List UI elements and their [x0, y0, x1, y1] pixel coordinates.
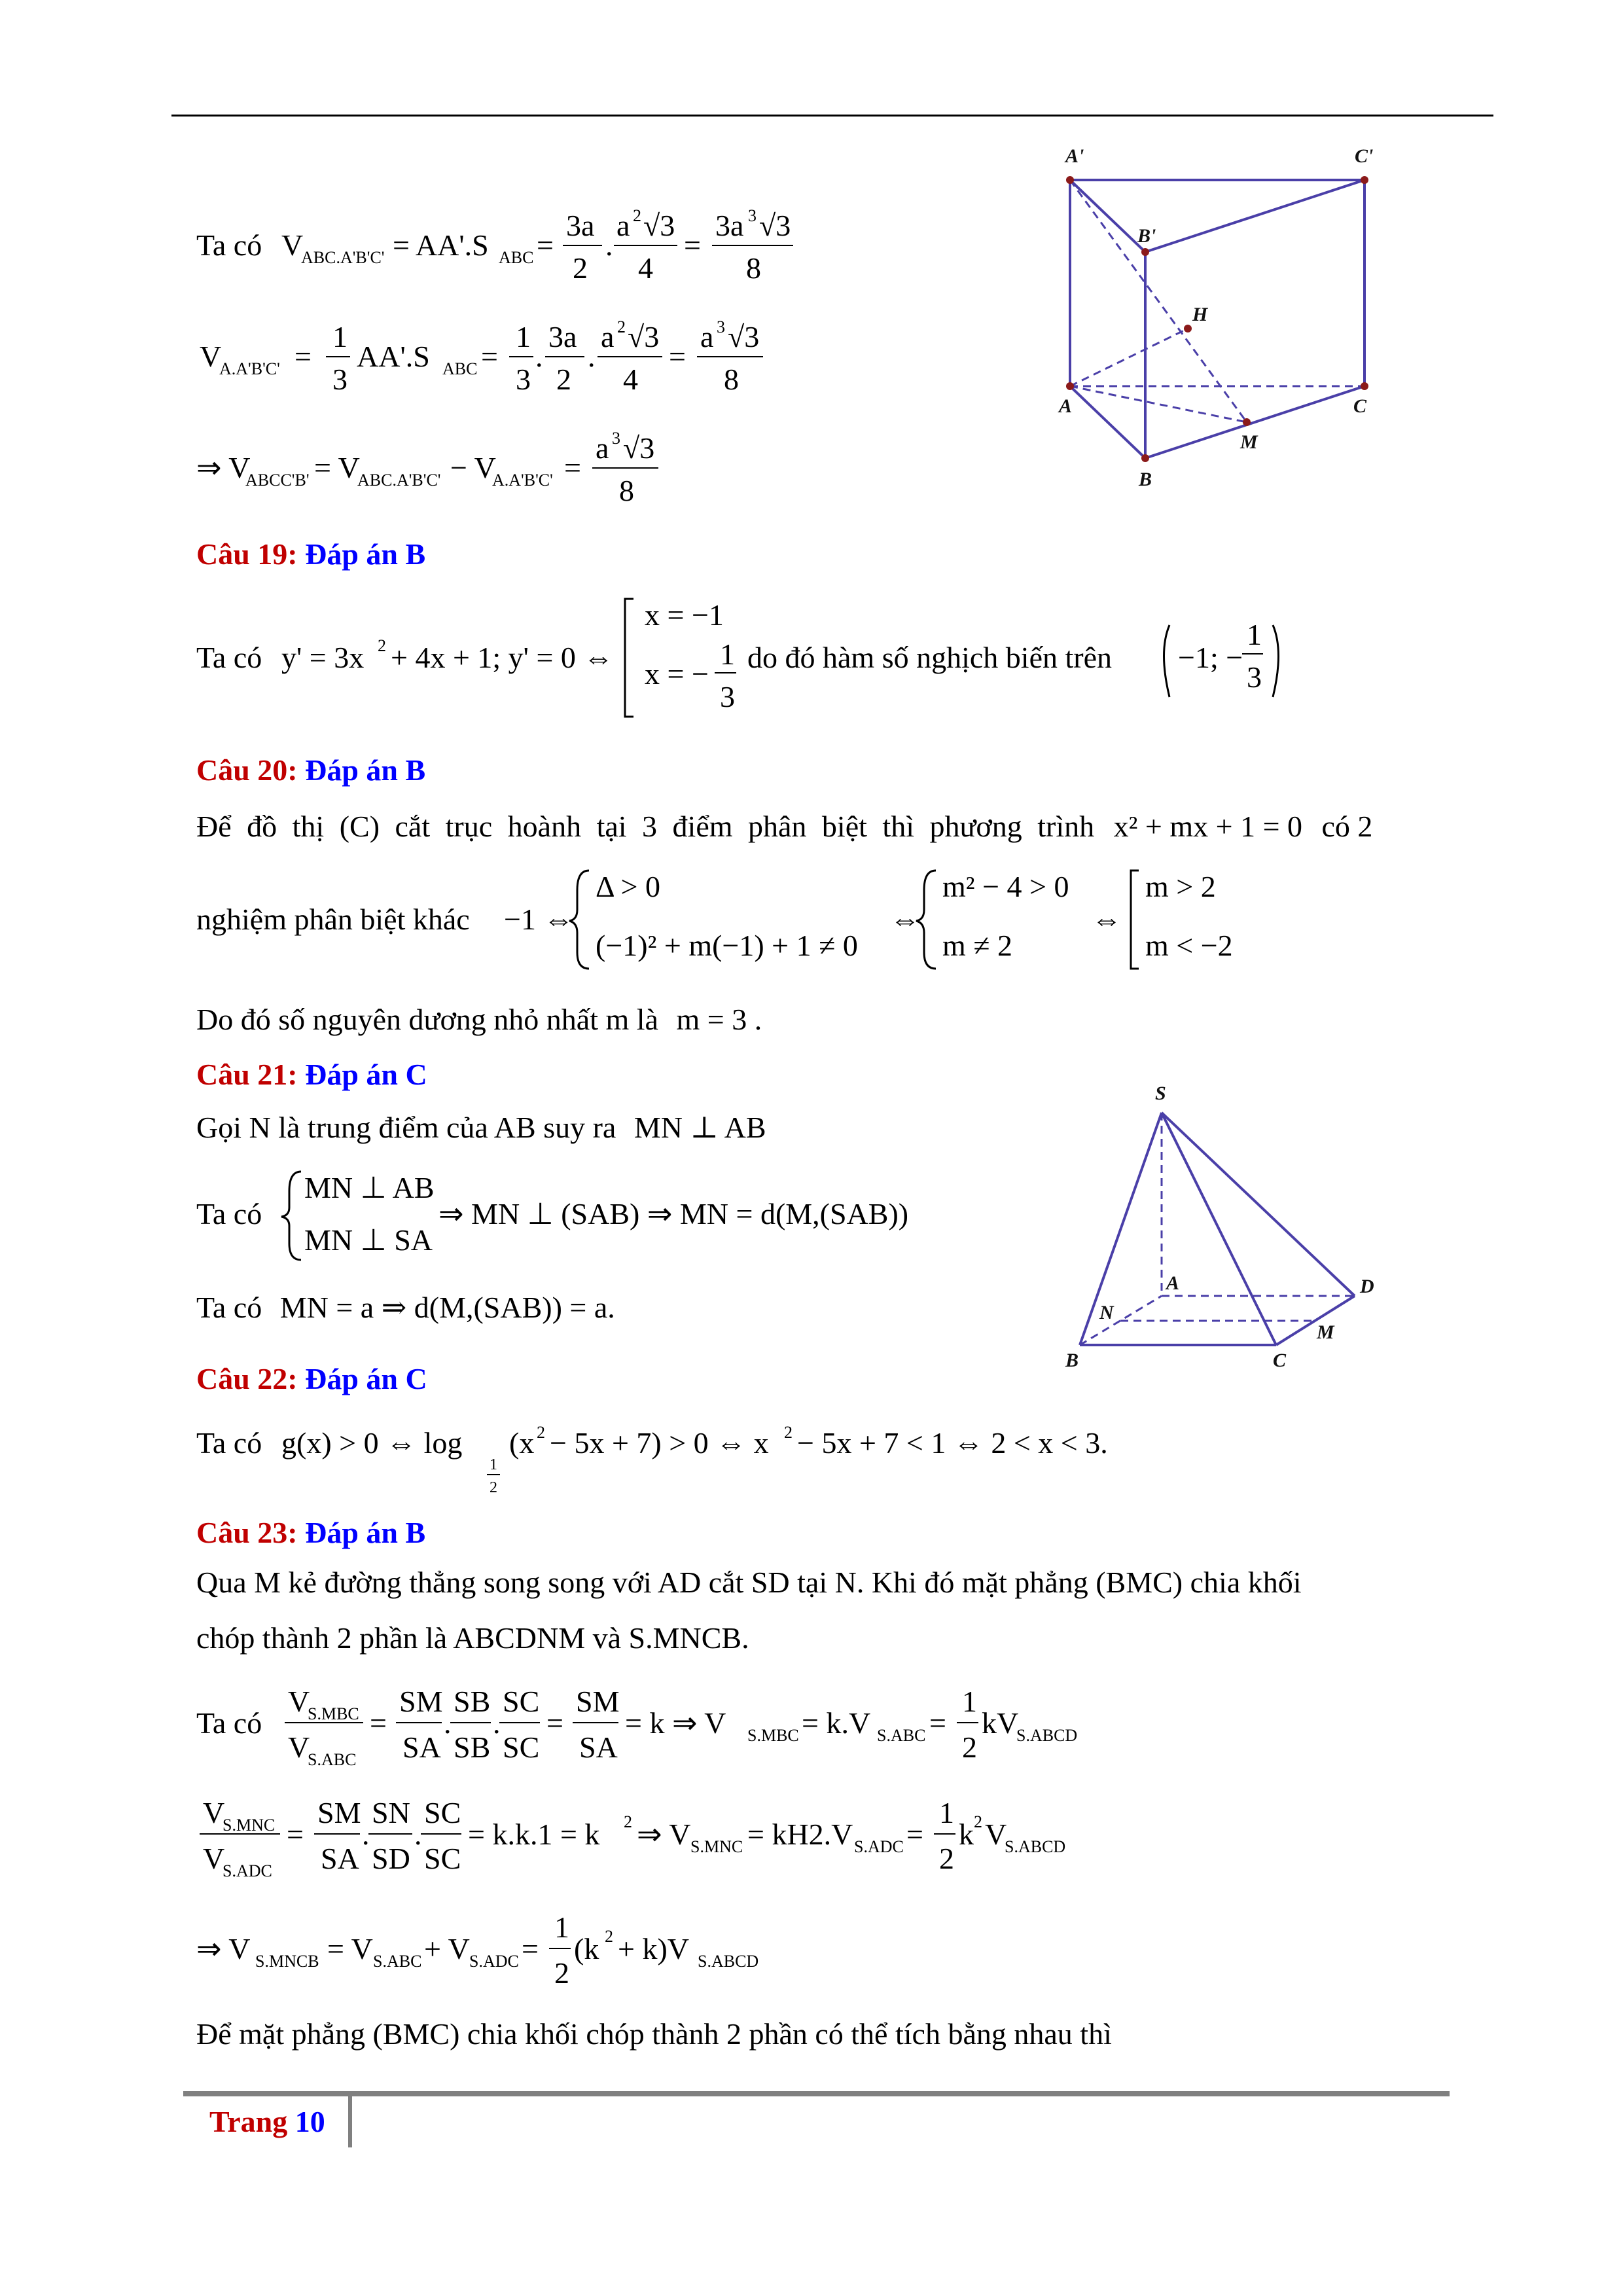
svg-text:SM: SM — [576, 1685, 620, 1718]
svg-text:S.MNCB: S.MNCB — [255, 1952, 319, 1971]
q19-mid-text: do đó hàm số nghịch biến trên — [747, 641, 1113, 674]
q19-formula — [196, 586, 1309, 736]
svg-text:S.ABC: S.ABC — [308, 1750, 357, 1769]
q20-line1: Để đồ thị (C) cắt trục hoành tại 3 điểm phân biệt thì phương trình x² + mx + 1 = 0 có 2 — [196, 810, 1373, 843]
svg-text:V: V — [200, 340, 222, 373]
svg-text:=: = — [370, 1706, 387, 1740]
svg-text:2: 2 — [554, 1956, 569, 1990]
q20-line2 — [196, 857, 1374, 975]
svg-text:AA'.S: AA'.S — [357, 340, 430, 373]
pyr-label-b: B — [1065, 1350, 1079, 1371]
svg-text:⇒ V: ⇒ V — [196, 451, 251, 484]
q23-line3 — [196, 1676, 1374, 1774]
svg-text:1: 1 — [939, 1796, 954, 1829]
svg-text:= k.V: = k.V — [802, 1706, 871, 1740]
svg-text:y' = 3x: y' = 3x — [281, 641, 365, 674]
svg-text:4: 4 — [623, 363, 638, 396]
svg-text:.: . — [444, 1706, 452, 1740]
svg-text:.: . — [362, 1818, 370, 1851]
svg-text:.: . — [605, 228, 613, 262]
svg-text:2: 2 — [605, 1927, 613, 1946]
q21-line1: Gọi N là trung điểm của AB suy ra MN ⊥ AB — [196, 1111, 766, 1144]
svg-text:Ta có: Ta có — [196, 1706, 262, 1740]
q18-line2 — [196, 308, 1113, 399]
svg-text:ABC.A'B'C': ABC.A'B'C' — [357, 471, 441, 490]
svg-text:S.MBC: S.MBC — [747, 1726, 799, 1745]
svg-text:3a: 3a — [715, 209, 744, 242]
q22-formula — [196, 1404, 1374, 1502]
svg-text:2: 2 — [556, 363, 571, 396]
svg-text:3: 3 — [332, 363, 348, 396]
svg-text:S.ABC: S.ABC — [877, 1726, 926, 1745]
svg-text:3: 3 — [1247, 660, 1262, 694]
svg-text:2: 2 — [939, 1842, 954, 1875]
svg-text:1: 1 — [962, 1685, 977, 1718]
q23-line3-formula — [196, 1676, 1374, 1774]
q23-line2: chóp thành 2 phần là ABCDNM và S.MNCB. — [196, 1621, 749, 1655]
q20-sys1-a: Δ > 0 — [596, 870, 660, 903]
svg-text:=: = — [546, 1706, 563, 1740]
svg-text:a: a — [601, 320, 615, 353]
q18-line1 — [196, 196, 1113, 288]
q18-prism-figure — [1041, 137, 1407, 504]
svg-text:1: 1 — [490, 1456, 497, 1473]
svg-text:SB: SB — [454, 1731, 491, 1764]
q21-line3: Ta có MN = a ⇒ d(M,(SAB)) = a. — [196, 1291, 615, 1324]
svg-text:8: 8 — [746, 251, 761, 285]
q23-line4 — [196, 1787, 1374, 1885]
q23-line5-formula — [196, 1901, 1374, 2000]
svg-text:SN: SN — [372, 1796, 410, 1829]
q18-line3-formula — [196, 419, 1113, 511]
pyr-label-m: M — [1317, 1321, 1334, 1343]
page-label: Trang — [209, 2105, 288, 2138]
svg-text:2: 2 — [624, 1812, 632, 1831]
svg-text:− 5x + 7) > 0 ⇔ x: − 5x + 7) > 0 ⇔ x — [550, 1426, 769, 1460]
svg-text:= k ⇒ V: = k ⇒ V — [625, 1706, 726, 1740]
svg-text:V: V — [203, 1796, 225, 1829]
svg-text:.: . — [535, 340, 543, 373]
svg-text:√3: √3 — [643, 209, 675, 242]
svg-text:= kH2.V: = kH2.V — [747, 1818, 853, 1851]
svg-text:2: 2 — [617, 317, 626, 336]
q21-heading: Câu 21: Đáp án C — [196, 1058, 427, 1091]
svg-text:SM: SM — [317, 1796, 361, 1829]
svg-text:=: = — [294, 340, 312, 373]
svg-text:3a: 3a — [566, 209, 595, 242]
q21-pyramid-figure — [1047, 1073, 1387, 1374]
svg-text:V: V — [288, 1731, 310, 1764]
svg-text:2: 2 — [974, 1812, 982, 1831]
q20-sys2-b: m ≠ 2 — [942, 929, 1013, 962]
svg-text:=: = — [287, 1818, 304, 1851]
svg-text:ABC.A'B'C': ABC.A'B'C' — [301, 248, 385, 267]
pyr-label-n: N — [1099, 1302, 1114, 1323]
svg-text:kV: kV — [982, 1706, 1019, 1740]
q18-line1-lead: Ta có — [196, 228, 262, 262]
svg-text:1: 1 — [1247, 618, 1262, 651]
svg-text:=: = — [537, 228, 554, 262]
svg-text:Ta có: Ta có — [196, 1426, 262, 1460]
q23-line5 — [196, 1901, 1374, 2000]
svg-text:3: 3 — [612, 429, 620, 448]
prism-label-bprime: B' — [1137, 225, 1156, 247]
svg-text:1: 1 — [554, 1910, 569, 1944]
q18-line3 — [196, 419, 1113, 511]
svg-text:3a: 3a — [548, 320, 577, 353]
svg-text:SA: SA — [402, 1731, 441, 1764]
svg-text:(k: (k — [574, 1932, 599, 1965]
svg-text:2: 2 — [378, 636, 386, 655]
svg-text:SB: SB — [454, 1685, 491, 1718]
svg-text:2: 2 — [537, 1423, 545, 1442]
q23-line6: Để mặt phẳng (BMC) chia khối chóp thành 2 phần có thể tích bằng nhau thì — [196, 2017, 1112, 2051]
svg-text:4: 4 — [638, 251, 653, 285]
svg-text:.: . — [588, 340, 596, 373]
svg-text:ABCC'B': ABCC'B' — [245, 471, 310, 490]
svg-text:S.ABC: S.ABC — [373, 1952, 422, 1971]
svg-text:SM: SM — [399, 1685, 443, 1718]
svg-text:a: a — [700, 320, 714, 353]
svg-text:x = −: x = − — [645, 657, 709, 691]
svg-text:V: V — [985, 1818, 1007, 1851]
svg-text:√3: √3 — [623, 431, 655, 465]
svg-text:⇔: ⇔ — [890, 903, 920, 936]
svg-text:ABC: ABC — [442, 359, 478, 378]
page-number-value: 10 — [294, 2105, 325, 2138]
svg-text:+ V: + V — [424, 1932, 470, 1965]
svg-text:= k.k.1 = k: = k.k.1 = k — [468, 1818, 600, 1851]
q20-sys1-b: (−1)² + m(−1) + 1 ≠ 0 — [596, 929, 858, 962]
pyr-label-d: D — [1360, 1276, 1374, 1297]
svg-text:2: 2 — [784, 1423, 793, 1442]
q20-sys3-b: m < −2 — [1145, 929, 1233, 962]
q20-sys3-a: m > 2 — [1145, 870, 1216, 903]
svg-text:ABC: ABC — [499, 248, 534, 267]
q18-line2-formula — [196, 308, 1113, 399]
svg-text:2: 2 — [573, 251, 588, 285]
svg-text:1: 1 — [720, 637, 735, 671]
prism-label-b: B — [1139, 469, 1152, 490]
svg-text:.: . — [493, 1706, 501, 1740]
prism-label-cprime: C' — [1355, 145, 1374, 167]
svg-text:=: = — [669, 340, 686, 373]
q22-line — [196, 1404, 1374, 1502]
pyramid-diagram — [1047, 1073, 1387, 1374]
svg-text:√3: √3 — [628, 320, 660, 353]
footer-divider — [348, 2096, 352, 2147]
svg-text:2: 2 — [962, 1731, 977, 1764]
svg-text:8: 8 — [619, 474, 634, 507]
prism-label-h: H — [1192, 304, 1208, 325]
prism-label-a: A — [1059, 395, 1073, 417]
svg-text:k: k — [959, 1818, 974, 1851]
svg-text:SC: SC — [424, 1796, 461, 1829]
prism-label-aprime: A' — [1065, 145, 1084, 167]
svg-text:SC: SC — [503, 1731, 540, 1764]
svg-text:1: 1 — [332, 320, 348, 353]
svg-text:g(x) > 0 ⇔ log: g(x) > 0 ⇔ log — [281, 1426, 463, 1460]
svg-text:+ 4x + 1; y' = 0 ⇔: + 4x + 1; y' = 0 ⇔ — [391, 641, 614, 674]
svg-text:⇔: ⇔ — [1092, 903, 1122, 936]
svg-text:S.ADC: S.ADC — [469, 1952, 519, 1971]
page-number — [209, 2104, 325, 2139]
q21-sys-b: MN ⊥ SA — [304, 1223, 433, 1257]
svg-text:3: 3 — [748, 206, 757, 225]
svg-text:−1 ⇔: −1 ⇔ — [504, 903, 574, 936]
svg-text:S.ABCD: S.ABCD — [1005, 1837, 1066, 1856]
svg-text:=: = — [906, 1818, 923, 1851]
q19-heading: Câu 19: Đáp án B — [196, 537, 426, 571]
svg-text:Ta có: Ta có — [196, 641, 262, 674]
svg-text:.: . — [414, 1818, 422, 1851]
q21-sys-a: MN ⊥ AB — [304, 1171, 435, 1204]
q19-case-1: x = −1 — [645, 598, 724, 632]
svg-text:S.ABCD: S.ABCD — [698, 1952, 759, 1971]
svg-text:A.A'B'C': A.A'B'C' — [219, 359, 280, 378]
q23-line4-formula — [196, 1787, 1374, 1885]
svg-text:V: V — [288, 1685, 310, 1718]
svg-text:=: = — [564, 451, 581, 484]
q20-formula — [196, 857, 1374, 975]
svg-text:=: = — [929, 1706, 946, 1740]
q23-heading: Câu 23: Đáp án B — [196, 1516, 426, 1549]
svg-text:=: = — [481, 340, 498, 373]
svg-text:= V: = V — [314, 451, 360, 484]
svg-text:SA: SA — [579, 1731, 618, 1764]
svg-text:V: V — [203, 1842, 225, 1875]
svg-text:S.MNC: S.MNC — [690, 1837, 743, 1856]
q21-formula — [196, 1162, 1047, 1266]
q18-line1-formula — [196, 196, 1113, 288]
svg-text:SD: SD — [372, 1842, 410, 1875]
pyr-label-s: S — [1155, 1083, 1166, 1104]
footer-rule — [183, 2091, 1450, 2096]
prism-label-c: C — [1353, 395, 1367, 417]
svg-text:1: 1 — [516, 320, 531, 353]
q20-heading: Câu 20: Đáp án B — [196, 753, 426, 787]
svg-text:+ k)V: + k)V — [618, 1932, 689, 1965]
svg-text:−1; −: −1; − — [1178, 641, 1243, 674]
svg-text:3: 3 — [717, 317, 725, 336]
svg-text:√3: √3 — [728, 320, 760, 353]
header-rule — [171, 115, 1493, 117]
q20-sys2-a: m² − 4 > 0 — [942, 870, 1069, 903]
svg-text:⇒ V: ⇒ V — [637, 1818, 691, 1851]
svg-text:S.ADC: S.ADC — [854, 1837, 904, 1856]
svg-text:V: V — [281, 228, 304, 262]
svg-text:⇒ V: ⇒ V — [196, 1932, 251, 1965]
svg-text:= V: = V — [327, 1932, 373, 1965]
svg-text:3: 3 — [516, 363, 531, 396]
prism-diagram — [1041, 137, 1407, 504]
svg-text:Ta có: Ta có — [196, 1197, 262, 1230]
pyr-label-a: A — [1166, 1272, 1180, 1294]
svg-text:− V: − V — [450, 451, 496, 484]
svg-text:2: 2 — [490, 1479, 497, 1496]
svg-text:S.MBC: S.MBC — [308, 1704, 359, 1723]
svg-text:a: a — [596, 431, 609, 465]
svg-text:− 5x + 7 < 1 ⇔ 2 < x < 3.: − 5x + 7 < 1 ⇔ 2 < x < 3. — [797, 1426, 1108, 1460]
svg-text:SC: SC — [424, 1842, 461, 1875]
q22-heading: Câu 22: Đáp án C — [196, 1362, 427, 1395]
q23-line1: Qua M kẻ đường thẳng song song với AD cắt SD tại N. Khi đó mặt phẳng (BMC) chia khối — [196, 1566, 1302, 1599]
svg-text:=: = — [684, 228, 701, 262]
svg-text:8: 8 — [724, 363, 739, 396]
prism-label-m: M — [1240, 431, 1258, 453]
svg-text:SA: SA — [321, 1842, 359, 1875]
q21-line2-rest: ⇒ MN ⊥ (SAB) ⇒ MN = d(M,(SAB)) — [438, 1197, 909, 1230]
svg-text:=: = — [522, 1932, 539, 1965]
svg-text:3: 3 — [720, 680, 735, 713]
svg-text:a: a — [616, 209, 630, 242]
pyr-label-c: C — [1273, 1350, 1287, 1371]
svg-text:(x: (x — [509, 1426, 535, 1460]
svg-text:SC: SC — [503, 1685, 540, 1718]
svg-text:√3: √3 — [759, 209, 791, 242]
q20-line3: Do đó số nguyên dương nhỏ nhất m là m = 3 . — [196, 1003, 762, 1036]
svg-text:S.MNC: S.MNC — [223, 1816, 276, 1835]
q21-line2 — [196, 1162, 1047, 1266]
q19-body — [196, 586, 1309, 736]
svg-text:= AA'.S: = AA'.S — [393, 228, 489, 262]
svg-text:S.ABCD: S.ABCD — [1016, 1726, 1078, 1745]
svg-text:2: 2 — [633, 206, 641, 225]
svg-text:A.A'B'C': A.A'B'C' — [492, 471, 553, 490]
svg-text:nghiệm phân biệt khác: nghiệm phân biệt khác — [196, 903, 470, 936]
svg-text:S.ADC: S.ADC — [223, 1861, 272, 1880]
